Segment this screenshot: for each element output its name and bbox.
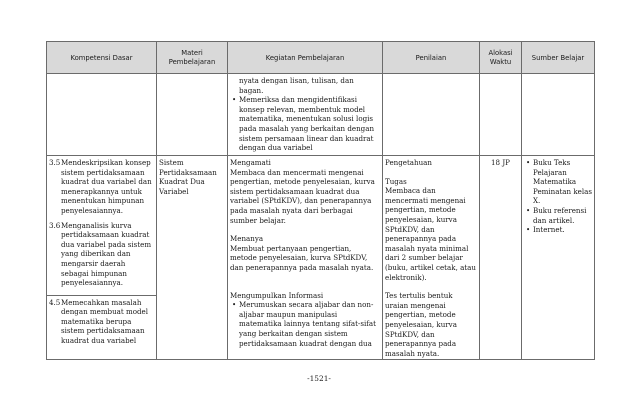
kegiatan-bullet-list	[230, 95, 380, 153]
tes-text: Tes tertulis bentuk uraian mengenai pengertian, metode penyelesaian, kurva SPtdKDV, dan penerapannya pada masalah nyata.	[385, 291, 457, 358]
kd-text: Memecahkan masalah dengan membuat model matematika berupa sistem pertidaksamaan kuadrat dua variabel	[61, 297, 149, 345]
header-materi-pembelajaran: Materi Pembelajaran	[157, 42, 228, 74]
kd-number: 3.6	[49, 220, 61, 230]
kd-text: Mendeskripsikan konsep sistem pertidaksamaan kuadrat dua variabel dan menerapkannya untuk menentukan himpunan penyelesaiannya.	[61, 158, 152, 215]
table-header-row	[47, 42, 595, 74]
cell-kompetensi-dasar	[47, 156, 157, 296]
mengumpulkan-title: Mengumpulkan Informasi	[230, 290, 324, 300]
kd-item-4-5	[49, 298, 154, 346]
materi-text: Sistem Pertidaksamaan Kuadrat Dua Variabel	[159, 158, 217, 196]
cell-materi-pembelajaran	[157, 156, 228, 360]
kd-number: 3.5	[49, 158, 61, 167]
menanya-text: Membuat pertanyaan pengertian, metode penyelesaian, kurva SPtdKDV, dan penerapannya pada masalah nyata.	[230, 243, 374, 272]
cell-kegiatan-continued	[228, 74, 383, 156]
tugas-text: Membaca dan mencermati mengenai pengertian, metode penyelesaian, kurva SPtdKDV, dan penerapannya pada masalah nyata minimal dari 2 sumber belajar (buku, artikel cetak, atau elektronik).	[385, 186, 476, 282]
cell-alokasi-empty	[480, 74, 522, 156]
table-row	[47, 156, 595, 296]
list-item: • Internet.	[533, 225, 592, 235]
kd-item-3-6	[49, 221, 154, 288]
list-item: • Memeriksa dan mengidentifikasi konsep relevan, membentuk model matematika, menentukan solusi logis pada masalah yang berkaitan dengan sistem persamaan linear dan kuadrat dengan dua variabel	[239, 95, 380, 153]
cell-materi-empty	[157, 74, 228, 156]
kd-item-3-5	[49, 158, 154, 216]
kegiatan-continued-text: nyata dengan lisan, tulisan, dan bagan.	[239, 76, 354, 95]
lesson-plan-table	[46, 41, 595, 360]
header-kegiatan-pembelajaran: Kegiatan Pembelajaran	[228, 42, 383, 74]
page-number: -1521-	[307, 374, 331, 383]
cell-sumber-belajar	[522, 156, 595, 360]
cell-penilaian-empty	[383, 74, 480, 156]
sumber-list	[524, 158, 592, 235]
header-sumber-belajar: Sumber Belajar	[522, 42, 595, 74]
menanya-title: Menanya	[230, 234, 264, 244]
mengamati-text: Membaca dan mencermati mengenai pengertian, metode penyelesaian, kurva sistem pertidaksamaan kuadrat dua variabel (SPtdKDV), dan penerapannya pada masalah nyata dari berbagai sumber belajar.	[230, 167, 375, 225]
alokasi-value: 18 JP	[491, 158, 510, 167]
pengetahuan-title: Pengetahuan	[385, 158, 432, 167]
mengumpulkan-bullet-list	[230, 300, 380, 348]
kd-number: 4.5	[49, 297, 61, 307]
cell-alokasi-waktu	[480, 156, 522, 360]
list-item: • Buku Teks Pelajaran Matematika Peminatan kelas X.	[533, 158, 592, 206]
kd-text: Menganalisis kurva pertidaksamaan kuadrat dua variabel pada sistem yang diberikan dan mengarsir daerah sebagai himpunan penyelesaiannya.	[61, 220, 152, 288]
cell-kegiatan-pembelajaran	[228, 156, 383, 360]
header-kompetensi-dasar: Kompetensi Dasar	[47, 42, 157, 74]
tugas-title: Tugas	[385, 176, 407, 186]
cell-kompetensi-dasar-4-5	[47, 295, 157, 360]
cell-kd-empty	[47, 74, 157, 156]
list-item: • Buku referensi dan artikel.	[533, 206, 592, 225]
header-penilaian: Penilaian	[383, 42, 480, 74]
mengamati-title: Mengamati	[230, 158, 271, 167]
list-item: • Merumuskan secara aljabar dan non-aljabar maupun manipulasi matematika lainnya tentang sifat-sifat yang berkaitan dengan sistem pertidaksamaan kuadrat dengan dua	[239, 300, 380, 348]
cell-penilaian	[383, 156, 480, 360]
cell-sumber-empty	[522, 74, 595, 156]
header-alokasi-waktu: Alokasi Waktu	[480, 42, 522, 74]
table-row	[47, 74, 595, 156]
